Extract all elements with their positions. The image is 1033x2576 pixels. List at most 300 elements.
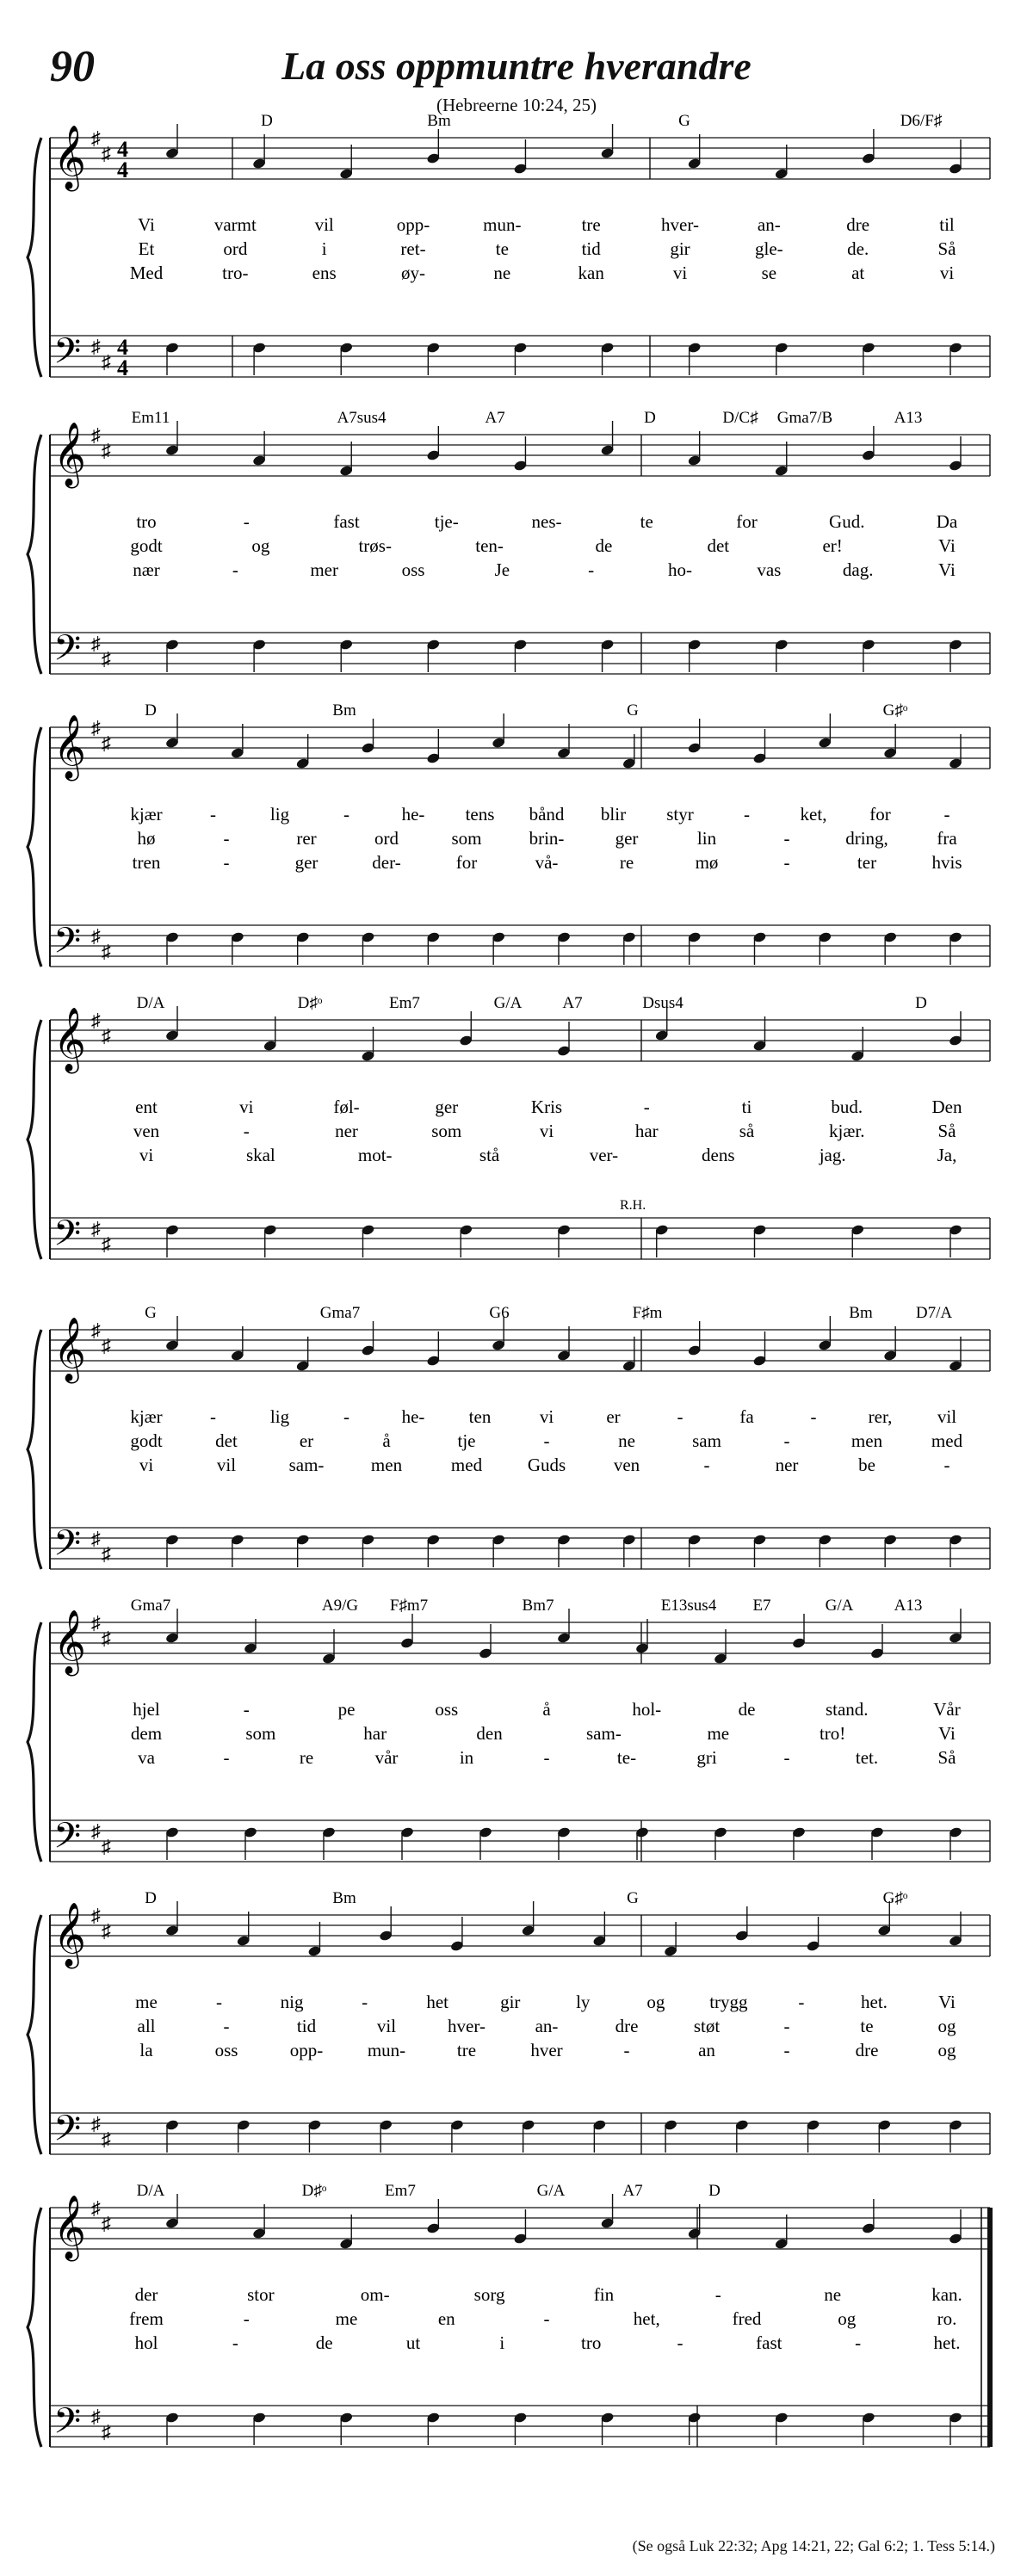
lyric-verse-1: gir <box>500 1992 521 2012</box>
staff-brace <box>28 727 41 967</box>
lyric-verse-2: er <box>299 1430 314 1451</box>
chord-symbol: G <box>145 1304 157 1322</box>
lyric-verse-1: lig <box>269 804 290 825</box>
lyric-verse-3: - <box>783 852 790 873</box>
chord-symbol: F♯m <box>632 1304 663 1322</box>
key-signature-sharp: ♯ <box>102 732 111 754</box>
chord-symbol: A13 <box>894 1597 923 1615</box>
lyric-verse-2: hver- <box>448 2016 486 2036</box>
lyric-verse-3: nær <box>133 559 160 580</box>
lyric-verse-2: som <box>245 1723 276 1744</box>
chord-symbol: D/C♯ <box>722 409 758 427</box>
lyric-verse-1: Kris <box>530 1096 563 1117</box>
lyric-verse-2: støt <box>693 2016 721 2036</box>
lyric-verse-3: dag. <box>842 559 874 580</box>
lyric-verse-1: he- <box>401 1406 425 1427</box>
lyric-verse-3: - <box>855 2332 862 2353</box>
lyric-verse-2: har <box>634 1121 659 1141</box>
lyric-verse-2: godt <box>130 535 163 556</box>
lyric-verse-1: - <box>216 1992 223 2012</box>
lyric-verse-3: sam- <box>288 1455 325 1475</box>
key-signature-sharp: ♯ <box>102 1543 111 1565</box>
chord-symbol: G <box>627 1889 639 1907</box>
lyric-verse-3: men <box>370 1455 403 1475</box>
lyric-verse-1: Vår <box>933 1699 961 1720</box>
treble-clef: 𝄞 <box>53 1319 86 1380</box>
time-signature: 4 <box>117 335 128 360</box>
lyric-verse-2: ret- <box>400 238 426 259</box>
treble-clef: 𝄞 <box>53 716 86 777</box>
lyric-verse-1: blir <box>600 804 627 825</box>
lyric-verse-1: lig <box>269 1406 290 1427</box>
lyric-verse-2: - <box>243 1121 250 1141</box>
cross-references: (Se også Luk 22:32; Apg 14:21, 22; Gal 6:2; 1. Tess 5:14.) <box>632 2537 995 2554</box>
lyric-verse-2: het, <box>633 2308 660 2329</box>
key-signature-sharp: ♯ <box>102 1025 111 1047</box>
lyric-verse-3: mot- <box>357 1145 393 1165</box>
bass-clef: 𝄢 <box>53 2109 82 2157</box>
key-signature-sharp: ♯ <box>102 1335 111 1356</box>
lyric-verse-3: ver- <box>589 1145 619 1165</box>
lyric-verse-3: vas <box>757 559 782 580</box>
lyric-verse-2: fred <box>732 2308 762 2329</box>
lyric-verse-1: Gud. <box>829 511 865 532</box>
lyric-verse-3: mer <box>310 559 338 580</box>
lyric-verse-2: ord <box>374 828 399 849</box>
chord-symbol: G♯ᵒ <box>882 701 908 720</box>
staff-brace <box>28 1330 41 1569</box>
lyric-verse-3: mø <box>695 852 719 873</box>
lyric-verse-2: den <box>476 1723 503 1744</box>
key-signature-sharp: ♯ <box>102 1628 111 1649</box>
lyric-verse-3: vi <box>139 1145 154 1165</box>
lyric-verse-1: - <box>714 2284 721 2305</box>
lyric-verse-2: de <box>595 535 613 556</box>
lyric-verse-3: oss <box>214 2040 238 2060</box>
lyric-verse-2: dem <box>130 1723 163 1744</box>
lyric-verse-3: ter <box>857 852 877 873</box>
lyric-verse-2: gir <box>670 238 690 259</box>
key-signature-sharp: ♯ <box>102 1920 111 1942</box>
lyric-verse-1: - <box>677 1406 684 1427</box>
key-signature-sharp: ♯ <box>102 2421 111 2443</box>
key-signature-sharp: ♯ <box>91 127 101 149</box>
key-signature-sharp: ♯ <box>91 2113 101 2134</box>
lyric-verse-3: tren <box>132 852 161 873</box>
chord-symbol: A7 <box>562 994 583 1012</box>
chord-symbol: Em7 <box>385 2182 416 2200</box>
bass-clef: 𝄢 <box>53 921 82 969</box>
lyric-verse-3: la <box>139 2040 153 2060</box>
bass-clef: 𝄢 <box>53 1816 82 1864</box>
lyric-verse-2: vi <box>539 1121 554 1141</box>
lyric-verse-3: skal <box>245 1145 275 1165</box>
lyric-verse-1: - <box>210 1406 216 1427</box>
lyric-verse-3: - <box>677 2332 684 2353</box>
lyric-verse-1: hol- <box>632 1699 662 1720</box>
key-signature-sharp: ♯ <box>102 1836 111 1857</box>
chord-symbol: G/A <box>536 2182 566 2200</box>
lyric-verse-1: - <box>810 1406 817 1427</box>
lyric-verse-2: me <box>707 1723 730 1744</box>
lyric-verse-2: vil <box>376 2016 397 2036</box>
lyric-verse-3: Ja, <box>937 1145 957 1165</box>
key-signature-sharp: ♯ <box>91 1528 101 1549</box>
chord-symbol: D <box>145 1889 157 1907</box>
key-signature-sharp: ♯ <box>102 941 111 962</box>
key-signature-sharp: ♯ <box>102 351 111 373</box>
lyric-verse-2: ord <box>223 238 248 259</box>
lyric-verse-3: mun- <box>367 2040 406 2060</box>
lyric-verse-3: - <box>232 559 238 580</box>
key-signature-sharp: ♯ <box>91 2197 101 2219</box>
key-signature-sharp: ♯ <box>102 2128 111 2150</box>
chord-symbol: A7sus4 <box>337 409 387 427</box>
lyric-verse-3: vår <box>374 1747 399 1768</box>
lyric-verse-1: kjær <box>130 1406 163 1427</box>
lyric-verse-3: fast <box>756 2332 782 2353</box>
lyric-verse-3: øy- <box>401 263 425 283</box>
lyric-verse-1: te <box>640 511 653 532</box>
lyric-verse-3: tre <box>456 2040 477 2060</box>
lyric-verse-3: tro- <box>222 263 249 283</box>
lyric-verse-3: Så <box>937 1747 956 1768</box>
lyric-verse-1: tens <box>465 804 495 825</box>
lyric-verse-3: vil <box>216 1455 237 1475</box>
lyric-verse-3: kan <box>578 263 604 283</box>
lyric-verse-1: het <box>426 1992 449 2012</box>
chord-symbol: Bm7 <box>522 1597 554 1615</box>
key-signature-sharp: ♯ <box>91 1612 101 1634</box>
lyric-verse-3: vi <box>139 1455 154 1475</box>
lyric-verse-3: vå- <box>535 852 559 873</box>
chord-symbol: F♯m7 <box>389 1597 429 1615</box>
lyric-verse-1: - <box>798 1992 805 2012</box>
key-signature-sharp: ♯ <box>91 1319 101 1341</box>
bass-clef: 𝄢 <box>53 1214 82 1262</box>
lyric-verse-2: ro. <box>937 2308 957 2329</box>
lyric-verse-1: styr <box>666 804 694 825</box>
lyric-verse-3: ut <box>405 2332 421 2353</box>
lyric-verse-3: Vi <box>938 559 956 580</box>
lyric-verse-2: Et <box>138 238 155 259</box>
key-signature-sharp: ♯ <box>91 925 101 947</box>
chord-symbol: D <box>915 994 927 1012</box>
lyric-verse-3: het. <box>933 2332 961 2353</box>
lyric-verse-3: og <box>937 2040 956 2060</box>
treble-clef: 𝄞 <box>53 2196 86 2258</box>
chord-symbol: D/A <box>136 2182 165 2200</box>
key-signature-sharp: ♯ <box>102 2213 111 2234</box>
staff-brace <box>28 138 41 377</box>
chord-symbol: Bm <box>427 112 451 130</box>
lyric-verse-2: dring, <box>845 828 888 849</box>
lyric-verse-1: mun- <box>483 214 522 235</box>
lyric-verse-1: føl- <box>333 1096 360 1117</box>
lyric-verse-2: en <box>437 2308 455 2329</box>
chord-symbol: A7 <box>485 409 505 427</box>
lyric-verse-2: de. <box>847 238 869 259</box>
lyric-verse-1: pe <box>337 1699 356 1720</box>
lyric-verse-3: de <box>315 2332 333 2353</box>
lyric-verse-2: an- <box>535 2016 559 2036</box>
chord-symbol: D6/F♯ <box>900 112 943 130</box>
lyric-verse-3: gri <box>696 1747 717 1768</box>
lyric-verse-2: ven <box>133 1121 160 1141</box>
lyric-verse-1: ne <box>824 2284 842 2305</box>
lyric-verse-2: ner <box>335 1121 358 1141</box>
lyric-verse-1: opp- <box>396 214 430 235</box>
lyric-verse-2: frem <box>129 2308 164 2329</box>
lyric-verse-2: Så <box>937 1121 956 1141</box>
lyric-verse-2: har <box>363 1723 387 1744</box>
treble-clef: 𝄞 <box>53 1904 86 1965</box>
lyric-verse-2: godt <box>130 1430 163 1451</box>
lyric-verse-2: all <box>137 2016 156 2036</box>
staff-brace <box>28 2208 41 2447</box>
lyric-verse-3: - <box>588 559 595 580</box>
chord-symbol: E13sus4 <box>660 1597 717 1615</box>
lyric-verse-3: - <box>783 1747 790 1768</box>
lyric-verse-1: ket, <box>800 804 827 825</box>
lyric-verse-1: ten <box>468 1406 492 1427</box>
lyric-verse-2: og <box>251 535 270 556</box>
lyric-verse-2: trøs- <box>358 535 392 556</box>
chord-symbol: Em11 <box>131 409 170 427</box>
chord-symbol: Gma7/B <box>776 409 833 427</box>
lyric-verse-1: kjær <box>130 804 163 825</box>
lyric-verse-1: tro <box>136 511 157 532</box>
lyric-verse-3: vi <box>672 263 688 283</box>
lyric-verse-1: bånd <box>529 804 565 825</box>
staff-brace <box>28 1915 41 2154</box>
staff-brace <box>28 1622 41 1862</box>
lyric-verse-1: me <box>135 1992 158 2012</box>
lyric-verse-1: vi <box>239 1096 254 1117</box>
lyric-verse-3: Je <box>494 559 510 580</box>
lyric-verse-2: Vi <box>938 535 956 556</box>
lyric-verse-1: og <box>646 1992 665 2012</box>
lyric-verse-1: kan. <box>931 2284 962 2305</box>
lyric-verse-3: re <box>619 852 634 873</box>
lyric-verse-2: - <box>223 828 230 849</box>
scripture-reference: (Hebreerne 10:24, 25) <box>436 95 597 115</box>
lyric-verse-2: tro! <box>819 1723 846 1744</box>
staff-brace <box>28 435 41 674</box>
lyric-verse-3: der- <box>372 852 401 873</box>
chord-symbol: D <box>708 2182 721 2200</box>
lyric-verse-3: ven <box>613 1455 640 1475</box>
lyric-verse-1: til <box>939 214 955 235</box>
key-signature-sharp: ♯ <box>91 424 101 446</box>
lyric-verse-1: - <box>943 804 950 825</box>
lyric-verse-3: tet. <box>855 1747 879 1768</box>
lyric-verse-3: hver <box>530 2040 563 2060</box>
lyric-verse-2: ger <box>615 828 639 849</box>
lyric-verse-2: tid <box>581 238 601 259</box>
lyric-verse-2: er! <box>822 535 843 556</box>
right-hand-annotation: R.H. <box>620 1198 646 1213</box>
lyric-verse-1: de <box>738 1699 756 1720</box>
lyric-verse-2: - <box>783 828 790 849</box>
lyric-verse-3: tro <box>581 2332 602 2353</box>
chord-symbol: D7/A <box>915 1304 953 1322</box>
lyric-verse-3: in <box>459 1747 474 1768</box>
time-signature: 4 <box>117 355 128 380</box>
lyric-verse-1: stand. <box>825 1699 869 1720</box>
lyric-verse-3: med <box>450 1455 483 1475</box>
lyric-verse-3: jag. <box>819 1145 846 1165</box>
lyric-verse-2: me <box>335 2308 358 2329</box>
key-signature-sharp: ♯ <box>91 633 101 654</box>
lyric-verse-1: vi <box>539 1406 554 1427</box>
bass-clef: 𝄢 <box>53 331 82 380</box>
lyric-verse-1: ent <box>135 1096 158 1117</box>
chord-symbol: A7 <box>622 2182 643 2200</box>
chord-symbol: G/A <box>493 994 523 1012</box>
lyric-verse-3: i <box>499 2332 505 2353</box>
lyric-verse-2: kjær. <box>829 1121 865 1141</box>
lyric-verse-1: dre <box>846 214 870 235</box>
lyric-verse-1: tre <box>581 214 601 235</box>
lyric-verse-2: hø <box>137 828 156 849</box>
lyric-verse-1: - <box>343 804 349 825</box>
lyric-verse-1: ger <box>435 1096 459 1117</box>
lyric-verse-2: sam- <box>586 1723 622 1744</box>
lyric-verse-2: med <box>931 1430 963 1451</box>
lyric-verse-1: an- <box>757 214 781 235</box>
treble-clef: 𝄞 <box>53 1009 86 1070</box>
chord-symbol: Gma7 <box>130 1597 171 1615</box>
treble-clef: 𝄞 <box>53 423 86 485</box>
chord-symbol: D♯ᵒ <box>297 994 323 1012</box>
lyric-verse-1: het. <box>861 1992 888 2012</box>
lyric-verse-3: be <box>858 1455 875 1475</box>
lyric-verse-1: Da <box>936 511 958 532</box>
chord-symbol: E7 <box>752 1597 771 1615</box>
chord-symbol: Gma7 <box>319 1304 361 1322</box>
lyric-verse-2: fra <box>937 828 957 849</box>
lyric-verse-3: stå <box>479 1145 500 1165</box>
lyric-verse-1: Vi <box>938 1992 956 2012</box>
lyric-verse-3: Med <box>129 263 164 283</box>
lyric-verse-1: vil <box>314 214 334 235</box>
lyric-verse-1: for <box>869 804 891 825</box>
lyric-verse-3: an <box>698 2040 715 2060</box>
lyric-verse-2: sam <box>692 1430 721 1451</box>
lyric-verse-1: om- <box>360 2284 390 2305</box>
lyric-verse-2: - <box>223 2016 230 2036</box>
lyric-verse-3: dens <box>702 1145 735 1165</box>
lyric-verse-1: for <box>736 511 758 532</box>
lyric-verse-1: ly <box>576 1992 591 2012</box>
lyric-verse-1: bud. <box>831 1096 863 1117</box>
key-signature-sharp: ♯ <box>102 440 111 461</box>
lyric-verse-3: te- <box>616 1747 637 1768</box>
treble-clef: 𝄞 <box>53 1611 86 1672</box>
lyric-verse-1: fast <box>333 511 360 532</box>
chord-symbol: D♯ᵒ <box>301 2182 327 2200</box>
lyric-verse-1: å <box>542 1699 551 1720</box>
lyric-verse-1: Den <box>931 1096 962 1117</box>
lyric-verse-1: varmt <box>213 214 257 235</box>
lyric-verse-2: tje <box>457 1430 476 1451</box>
chord-symbol: Bm <box>332 701 356 720</box>
lyric-verse-2: som <box>431 1121 462 1141</box>
lyric-verse-1: oss <box>435 1699 459 1720</box>
lyric-verse-1: - <box>643 1096 650 1117</box>
lyric-verse-2: - <box>543 2308 550 2329</box>
lyric-verse-2: så <box>739 1121 755 1141</box>
lyric-verse-2: brin- <box>529 828 565 849</box>
lyric-verse-2: og <box>838 2308 857 2329</box>
staff-brace <box>28 1020 41 1259</box>
lyric-verse-1: nig <box>280 1992 304 2012</box>
lyric-verse-1: - <box>243 1699 250 1720</box>
chord-symbol: Dsus4 <box>642 994 684 1012</box>
bass-clef: 𝄢 <box>53 1523 82 1572</box>
lyric-verse-2: det <box>215 1430 238 1451</box>
time-signature: 4 <box>117 158 128 182</box>
lyric-verse-2: te <box>495 238 509 259</box>
key-signature-sharp: ♯ <box>91 2406 101 2427</box>
chord-symbol: Bm <box>332 1889 356 1907</box>
lyric-verse-1: Vi <box>138 214 155 235</box>
chord-symbol: A13 <box>894 409 923 427</box>
lyric-verse-2: det <box>707 535 730 556</box>
lyric-verse-2: - <box>783 2016 790 2036</box>
lyric-verse-1: - <box>210 804 216 825</box>
chord-symbol: Em7 <box>389 994 420 1012</box>
time-signature: 4 <box>117 137 128 162</box>
key-signature-sharp: ♯ <box>91 336 101 357</box>
lyric-verse-3: - <box>232 2332 238 2353</box>
lyric-verse-3: oss <box>401 559 425 580</box>
lyric-verse-1: rer, <box>868 1406 893 1427</box>
lyric-verse-3: - <box>223 852 230 873</box>
lyric-verse-1: - <box>243 511 250 532</box>
lyric-verse-3: hol <box>134 2332 158 2353</box>
lyric-verse-2: lin <box>696 828 717 849</box>
bass-clef: 𝄢 <box>53 628 82 676</box>
lyric-verse-3: vi <box>939 263 955 283</box>
lyric-verse-3: ner <box>775 1455 799 1475</box>
lyric-verse-1: fin <box>593 2284 615 2305</box>
lyric-verse-3: at <box>851 263 865 283</box>
lyric-verse-2: ne <box>618 1430 635 1451</box>
lyric-verse-1: - <box>362 1992 368 2012</box>
lyric-verse-3: va <box>138 1747 155 1768</box>
chord-symbol: D <box>145 701 157 720</box>
lyric-verse-2: ten- <box>475 535 504 556</box>
lyric-verse-1: nes- <box>531 511 562 532</box>
lyric-verse-1: der <box>134 2284 158 2305</box>
chord-symbol: G <box>678 112 690 130</box>
key-signature-sharp: ♯ <box>102 1233 111 1255</box>
lyric-verse-2: - <box>543 1430 550 1451</box>
lyric-verse-1: - <box>744 804 750 825</box>
chord-symbol: Bm <box>849 1304 873 1322</box>
chord-symbol: G6 <box>489 1304 510 1322</box>
treble-clef: 𝄞 <box>53 127 86 188</box>
lyric-verse-3: - <box>623 2040 630 2060</box>
lyric-verse-3: - <box>783 2040 790 2060</box>
lyric-verse-3: Guds <box>527 1455 566 1475</box>
lyric-verse-2: te <box>860 2016 874 2036</box>
song-title: La oss oppmuntre hverandre <box>281 44 752 88</box>
lyric-verse-1: hver- <box>661 214 699 235</box>
lyric-verse-3: ens <box>312 263 337 283</box>
